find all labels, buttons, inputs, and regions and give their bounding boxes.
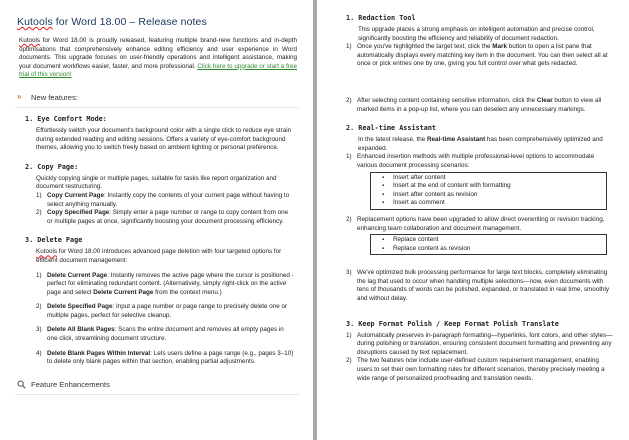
replacement-option: ▪ Replace content: [393, 236, 606, 245]
insertion-option: ▪ Insert as comment: [393, 199, 606, 208]
redaction-tool-heading: 1. Redaction Tool: [346, 14, 416, 22]
list-item-text: : Scans the entire document and removes all empty pages in one click, streamlining document structure.: [47, 326, 284, 343]
list-item: [346, 269, 613, 303]
list-number: 1): [36, 271, 42, 279]
list-number: 3): [346, 269, 352, 277]
list-item-bold: Copy Current Page: [47, 191, 105, 199]
list-item: [36, 326, 295, 343]
copy-page-list: [36, 192, 299, 226]
list-number: 2): [36, 209, 42, 217]
eye-comfort-body: Effortlessly switch your document's background color with a single click to reduce eye strain during extended reading and editing sessions. Offers a variety of eye-comfort background themes, allowing you to switch freely based on ambient lighting or personal preference.: [36, 126, 292, 152]
list-item: [36, 272, 295, 298]
list-number: 4): [36, 349, 42, 357]
list-item-text: The two features now include user-defined custom requirement management, enabling users to set their own formatting rules for different scenarios, thereby precisely meeting a wide range of personalized proofreading and translation needs.: [357, 357, 605, 382]
list-item-text: : Lets users define a page range (e.g., pages 3–10) to delete only blank pages within that section, enabling partial adjustments.: [47, 349, 294, 366]
list-item: [346, 43, 613, 69]
list-item: [36, 192, 295, 209]
redaction-tool-list: [346, 43, 617, 114]
insertion-option: ▪ Insert after content as revision: [393, 191, 606, 200]
list-item-text: Replacement options have been upgraded to allow direct overwriting or revision tracking, enhancing team collaboration and document management.: [357, 215, 605, 232]
new-features-heading: [15, 93, 299, 108]
double-chevron-icon: »: [17, 91, 22, 101]
feature-enhancements-label: Feature Enhancements: [31, 379, 110, 389]
list-item-bold: Copy Specified Page: [47, 209, 110, 217]
list-item: [36, 303, 295, 320]
list-number: 2): [346, 215, 352, 223]
document-title: [17, 16, 299, 28]
list-item-bold: Delete Specified Page: [47, 303, 113, 311]
list-item-bold: Delete Current Page: [47, 271, 108, 279]
list-item-bold: Mark: [492, 43, 507, 51]
upgrade-link[interactable]: Click here to upgrade or start a free trial of this version!: [19, 62, 297, 79]
list-number: 2): [346, 357, 352, 365]
list-item: [346, 97, 613, 114]
copy-page-heading: 2. Copy Page:: [25, 162, 79, 171]
list-item: [346, 153, 613, 170]
intro-paragraph: [19, 37, 297, 80]
list-number: 3): [36, 326, 42, 334]
list-item: [346, 216, 613, 233]
realtime-assistant-list-2: [346, 216, 617, 233]
list-item-text: : Input a page number or page range to precisely delete one or multiple pages, perfect for selective cleanup.: [47, 303, 288, 319]
realtime-assistant-heading: 2. Real-time Assistant: [346, 124, 437, 133]
new-features-label: New features:: [31, 92, 78, 102]
insertion-option: ▪ Insert at the end of content with formatting: [393, 182, 606, 191]
list-item-bold: Clear: [536, 96, 553, 104]
intro-text: for Word 18.00 is proudly released, featuring multiple brand-new functions and in-depth optimisations that comprehensively enhance editing efficiency and user experience in Word documents. This upgrade focuses on user-friendly operations and intelligent assistance, making your document workflows easier, faster, and more professional.: [19, 37, 297, 70]
feature-enhancements-heading: [15, 380, 299, 395]
list-item: [36, 350, 295, 367]
list-item-text: Automatically preserves in-paragraph formatting—hyperlinks, font colors, and other styles—during polishing or translation, ensuring consistent document formatting and preventing any disruptions caused by text replacement.: [357, 331, 613, 356]
keep-format-polish-heading: 3. Keep Format Polish / Keep Format Polish Translate: [346, 319, 559, 328]
title-product-name: Kutools: [17, 16, 53, 28]
eye-comfort-heading: 1. Eye Comfort Mode:: [25, 114, 107, 123]
delete-page-body-text: for Word 18.00 introduces advanced page deletion with four targeted options for efficient document management:: [36, 248, 282, 264]
list-item-text: button to open a list pane that automatically displays every matching key item in the document. You can then select all at once or pick entries one by one, giving you full control over what gets redacted.: [357, 43, 608, 68]
list-item-bold: Delete Blank Pages Within Interval: [47, 349, 151, 357]
list-item-text: : Instantly removes the active page where the cursor is positioned - perfect for eliminating redundant content. (Alternatively, simply right-click on the active page and select: [47, 271, 294, 296]
list-number: 1): [346, 43, 352, 51]
list-number: 2): [346, 96, 352, 104]
insertion-options-table: [370, 172, 607, 210]
list-item: [346, 332, 613, 358]
body-text: In the latest release, the: [358, 136, 427, 144]
list-number: 2): [36, 303, 42, 311]
redaction-tool-body: This upgrade places a strong emphasis on intelligent automation and precise control, significantly boosting the efficiency and reliability of document redaction.: [358, 26, 595, 42]
realtime-assistant-body: [358, 136, 613, 153]
magnifier-icon: [17, 380, 26, 389]
list-item-text: After selecting content containing sensitive information, click the: [357, 96, 537, 104]
list-item-text: We've optimized bulk processing performance for large text blocks, completely eliminating the lag that used to occur when handling multiple selections—now, even documents with tens of thousands of words can be polished, expanded, or translated in real time, smoothly and without delay.: [357, 269, 610, 303]
delete-page-product-name: Kutools: [36, 248, 58, 256]
list-item-text: : Simply enter a page number or range to copy content from one or multiple pages at once, significantly boosting your document processing efficiency.: [47, 209, 289, 225]
intro-product-name: Kutools: [19, 37, 41, 44]
body-text: has been comprehensively optimized and expanded.: [358, 136, 603, 152]
list-number: 1): [346, 153, 352, 161]
delete-page-body: [36, 248, 295, 265]
realtime-assistant-list-3: [346, 269, 617, 303]
title-rest: for Word 18.00 – Release notes: [52, 16, 207, 28]
list-number: 1): [346, 331, 352, 339]
copy-page-body: Quickly copying single or multiple pages, suitable for tasks like report organization and document restructuring.: [36, 174, 277, 191]
list-item-text: : Instantly copy the contents of your current page without having to select anything manually.: [47, 191, 290, 208]
realtime-assistant-list-1: [346, 153, 617, 170]
list-number: 1): [36, 191, 42, 199]
document-page-right: [317, 0, 629, 440]
body-bold: Real-time Assistant: [426, 136, 486, 144]
document-page-left: [0, 0, 313, 440]
list-item-bold: Delete Current Page: [93, 288, 154, 296]
replacement-option: ▪ Replace content as revision: [393, 245, 606, 254]
insertion-option: ▪ Insert after content: [393, 174, 606, 183]
list-item: [346, 357, 613, 383]
list-item-bold: Delete All Blank Pages: [47, 326, 115, 334]
list-item: [36, 209, 295, 226]
list-item-text: Enhanced insertion methods with multiple professional-level options to accommodate various document processing scenarios:: [357, 153, 595, 169]
delete-page-list: [36, 272, 299, 367]
replacement-options-table: [370, 234, 607, 255]
list-item-text: Once you've highlighted the target text, click the: [357, 43, 493, 51]
list-item-text: from the context menu.): [153, 288, 222, 296]
list-item-text: button to view all marked items in a pop-up list, where you can deselect any unnecessary markings.: [357, 96, 602, 113]
keep-format-polish-list: [346, 332, 617, 384]
delete-page-heading: 3. Delete Page: [25, 236, 83, 245]
